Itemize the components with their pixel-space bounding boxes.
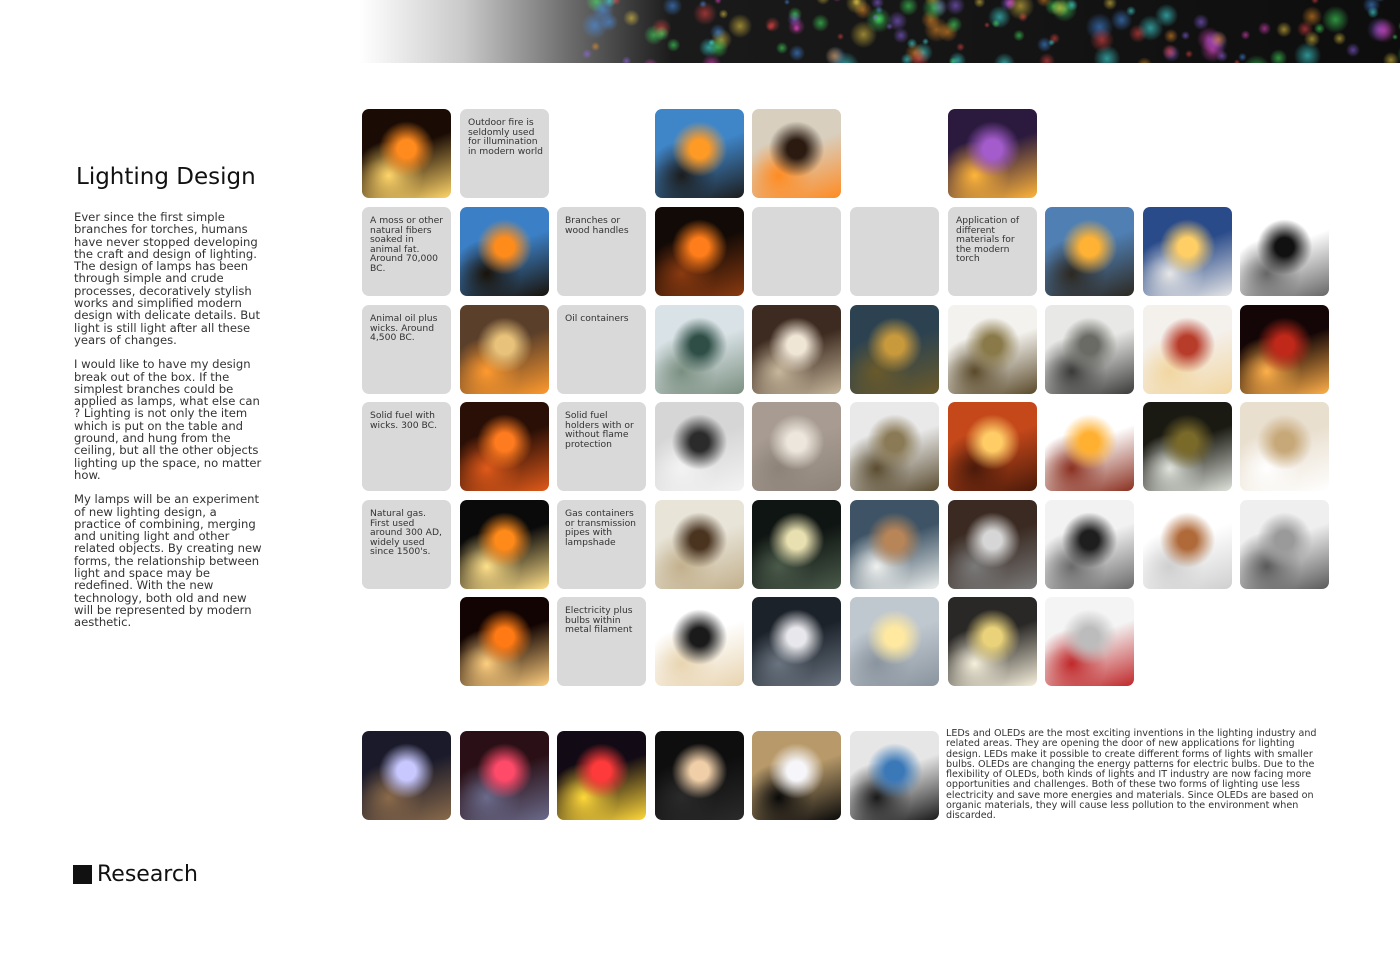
lace-cube-lamp-photo-icon [948,597,1037,686]
candle-stands-photo-icon [1045,402,1134,491]
bokeh-light-icon [728,14,752,38]
oil-bowls-photo-icon [460,305,549,394]
oil-jug-photo-icon [948,305,1037,394]
bokeh-light-icon [591,42,600,51]
bokeh-light-icon [714,0,722,4]
bokeh-light-icon [1185,50,1194,59]
caption-tile: Natural gas. First used around 300 AD, widely used since 1500's. [362,500,451,589]
bokeh-light-icon [1103,0,1117,10]
bokeh-light-icon [667,38,680,51]
bokeh-light-icon [825,47,843,63]
purple-torch-photo-icon [948,109,1037,198]
bokeh-light-icon [1234,59,1241,63]
caption-tile: Animal oil plus wicks. Around 4,500 BC. [362,305,451,394]
bokeh-light-icon [1048,39,1055,46]
wall-gas-lamp-photo-icon [655,500,744,589]
ceramic-lamp-photo-icon [752,305,841,394]
bokeh-light-icon [946,0,965,15]
oled-panel-hand-photo-icon [655,731,744,820]
bokeh-light-icon [946,16,962,32]
caption-tile: Solid fuel with wicks. 300 BC. [362,402,451,491]
section-label-text: Research [97,862,198,887]
burning-moss-torch-photo-icon [460,207,549,296]
golden-statue-lamp-photo-icon [850,305,939,394]
bokeh-light-icon [956,43,964,51]
wood-tray-candles-photo-icon [1143,402,1232,491]
bokeh-light-icon [837,33,843,39]
bokeh-light-icon [949,52,966,63]
bokeh-light-icon [776,42,788,54]
lamppost-photo-icon [1045,500,1134,589]
bokeh-light-icon [1039,53,1055,63]
bokeh-light-icon [1164,29,1178,43]
bottle-lamps-photo-icon [850,597,939,686]
bokeh-light-icon [1200,38,1224,62]
intro-paragraph: My lamps will be an experiment of new lighting design, a practice of combining, merging and uniting light and other related objects. By creating new forms, the relationship between light and space may be redefined. With the new technology, both old and new will be represented by modern aesthetic. [74,492,262,630]
blank-tile [752,207,841,296]
caption-tile: Gas containers or transmission pipes with lampshade [557,500,646,589]
ph-table-lamp-photo-icon [752,597,841,686]
bokeh-light-icon [984,22,990,28]
pewter-oil-lamp-photo-icon [1045,305,1134,394]
bokeh-light-icon [719,9,728,18]
red-led-photo-icon [460,731,549,820]
bokeh-light-icon [1051,0,1069,17]
bokeh-light-icon [1322,6,1349,33]
carved-lantern-photo-icon [850,402,939,491]
caption-tile: Electricity plus bulbs within metal filament [557,597,646,686]
intro-paragraph: Ever since the first simple branches for torches, humans have never stopped developing the craft and design of lighting. The design of lamps has been through simple and crude processes, decoratively stylish works and simplified modern design with delicate details. But light is still light after all these years of changes. [74,210,261,347]
bokeh-light-icon [623,10,640,27]
bonfire-photo-icon [362,109,451,198]
blank-tile [850,207,939,296]
bokeh-light-icon [1258,22,1271,35]
oled-screen-photo-icon [850,731,939,820]
caption-tile: Application of different materials for the modern torch [948,207,1037,296]
bokeh-light-icon [710,24,726,40]
wire-frame-lamp-photo-icon [1045,597,1134,686]
section-label [73,862,198,887]
fireplace-photo-icon [752,109,841,198]
bokeh-light-icon [1333,32,1346,45]
torch-row-photo-icon [655,207,744,296]
porcelain-holders-photo-icon [752,402,841,491]
bokeh-light-icon [994,53,1015,63]
page-title: Lighting Design [76,164,256,190]
bokeh-light-icon [1155,4,1178,27]
bokeh-light-icon [1311,0,1319,4]
bokeh-light-icon [784,0,790,5]
bokeh-light-icon [1270,49,1288,63]
bokeh-light-icon [832,0,842,2]
led-oled-description: LEDs and OLEDs are the most exciting inventions in the lighting industry and related areas. They are opening the door of new applications for lighting design. LEDs make it possible to create different forms of lights with smaller bulbs. OLEDs are changing the energy patterns for electric bulbs. Due to the flexibility of OLEDs, both kinds of lights and IT industry are now facing more opportunities and challenges. Both of these two forms of lighting use less electricity and save more energies and materials. Since OLEDs are based on organic materials, they will cause less pollution to the environment when discarded. [946,728,1317,822]
street-gas-lamp-photo-icon [752,500,841,589]
bokeh-light-icon [582,49,592,59]
caption-tile: Outdoor fire is seldomly used for illumination in modern world [460,109,549,198]
intro-paragraph: I would like to have my design break out of the box. If the simplest branches could be applied as lamps, what else can ? Lighting is not only the item which is put on the table and ground, and hung from the ceiling, but all the other objects lighting up the space, no matter how. [74,357,262,482]
filament-bulb-photo-icon [460,597,549,686]
orange-pendant-photo-icon [948,402,1037,491]
olympic-torch-photo-icon [1143,207,1232,296]
caption-tile: A moss or other natural fibers soaked in animal fat. Around 70,000 BC. [362,207,451,296]
bokeh-light-icon [643,58,659,63]
copper-lamps-photo-icon [1143,500,1232,589]
bokeh-light-icon [1013,30,1024,41]
caption-tile: Branches or wood handles [557,207,646,296]
bokeh-light-icon [1276,22,1292,38]
bokeh-light-icon [1181,31,1190,40]
bokeh-light-icon [1241,30,1251,40]
bokeh-light-icon [655,26,669,40]
oled-lamp-photo-icon [752,731,841,820]
gas-flame-photo-icon [460,500,549,589]
metal-lantern-photo-icon [948,500,1037,589]
caption-tile: Solid fuel holders with or without flame protection [557,402,646,491]
bokeh-light-icon [812,14,830,32]
camping-lantern-photo-icon [1240,500,1329,589]
bokeh-light-icon [622,56,632,63]
caption-tile: Oil containers [557,305,646,394]
bokeh-light-icon [1090,28,1114,52]
intro-text [74,211,266,641]
bokeh-light-icon [909,49,929,63]
bokeh-light-icon [1367,7,1378,18]
bokeh-light-icon [663,0,683,16]
bokeh-light-icon [1372,18,1396,42]
hurricane-lamp-photo-icon [1143,305,1232,394]
bokeh-light-icon [1126,6,1136,16]
chandelier-photo-icon [655,597,744,686]
bronze-figure-lamp-photo-icon [655,305,744,394]
tiki-torch-photo-icon [1045,207,1134,296]
glass-hurricane-photo-icon [1240,402,1329,491]
bokeh-light-icon [1297,21,1313,37]
wooden-lanterns-photo-icon [850,500,939,589]
bokeh-light-icon [888,11,908,31]
bokeh-light-icon [788,7,802,21]
bokeh-light-icon [992,19,1000,27]
torch-sky-photo-icon [655,109,744,198]
bokeh-light-icon [582,12,609,39]
bokeh-light-icon [1162,44,1177,59]
led-bulb-hand-photo-icon [362,731,451,820]
led-cluster-photo-icon [557,731,646,820]
bokeh-light-icon [924,17,949,42]
flashlight-photo-icon [1240,207,1329,296]
bokeh-light-icon [789,45,805,61]
red-lantern-photo-icon [1240,305,1329,394]
bokeh-light-icon [974,0,986,8]
section-marker-icon [73,865,92,884]
candles-photo-icon [460,402,549,491]
bokeh-light-icon [1346,43,1360,57]
bokeh-light-icon [816,0,831,5]
candelabra-photo-icon [655,402,744,491]
bokeh-light-icon [765,17,780,32]
bokeh-banner [360,0,1400,63]
bokeh-light-icon [1137,57,1153,63]
